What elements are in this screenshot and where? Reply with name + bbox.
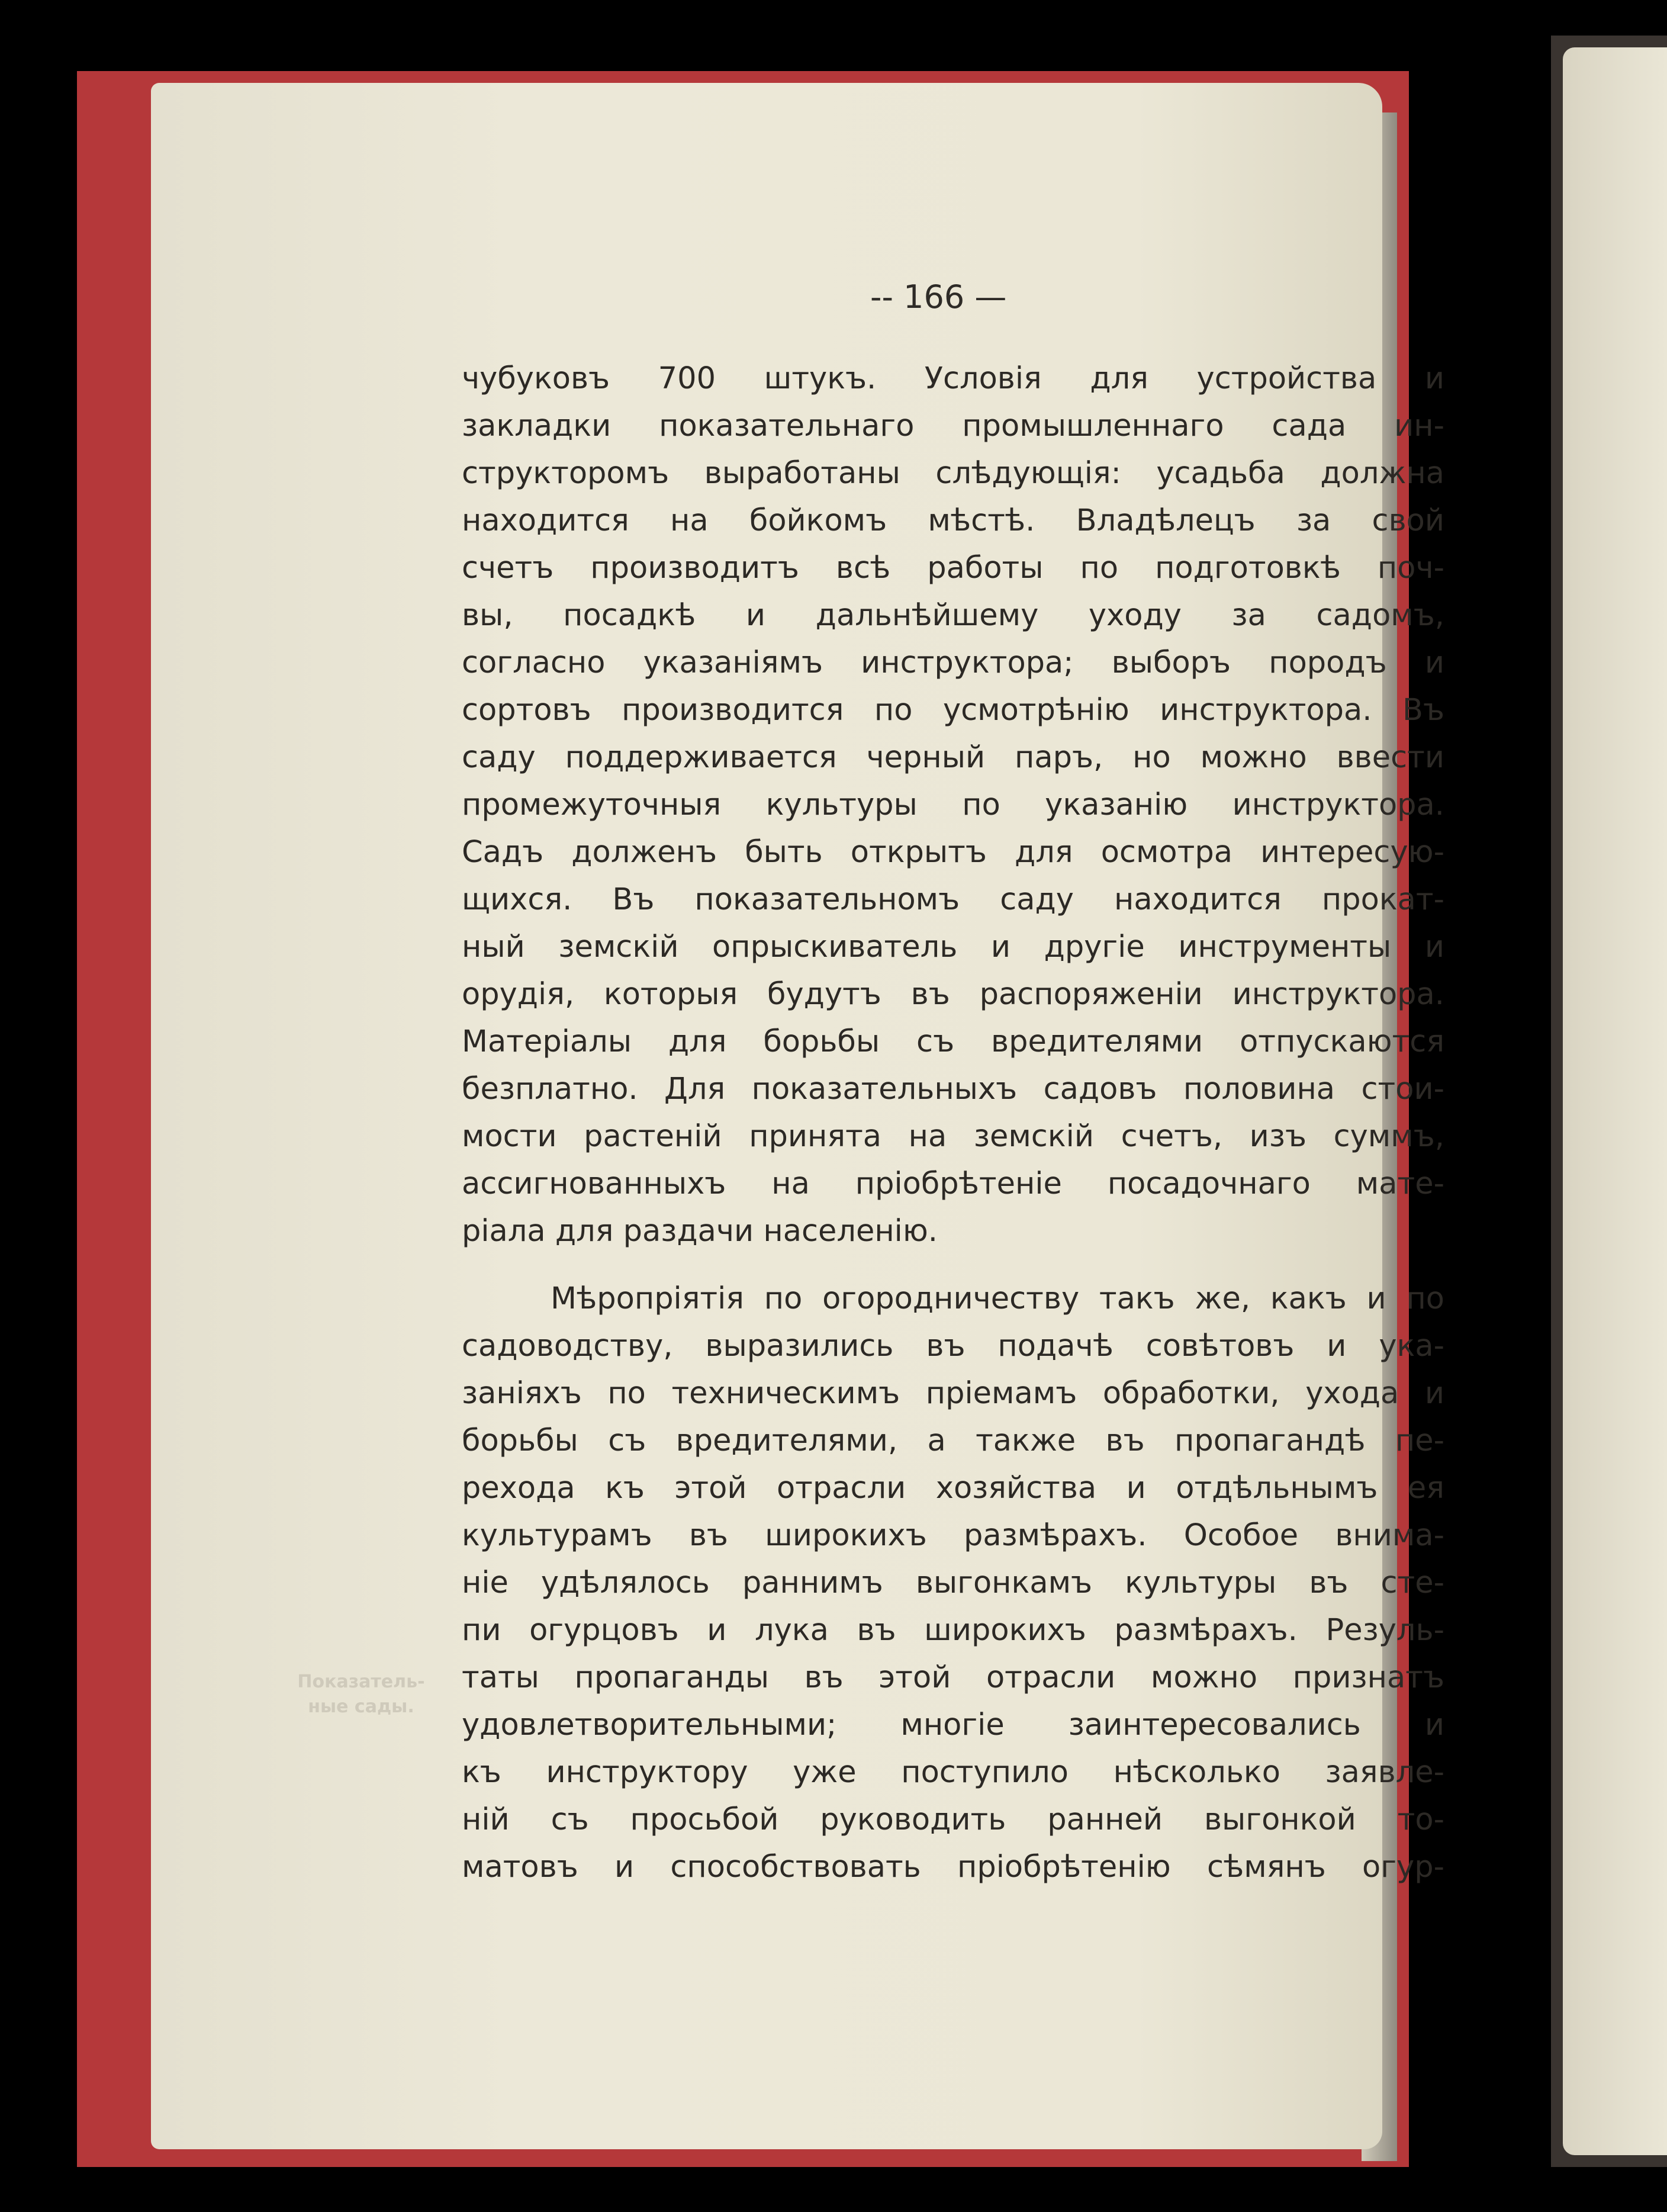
text-line: мости растеній принята на земскій счетъ, изъ суммъ, [462, 1119, 1444, 1154]
text-line: ній съ просьбой руководить ранней выгонкой то- [462, 1802, 1444, 1837]
text-line: удовлетворительными; многіе заинтересовались и [462, 1708, 1444, 1742]
text-line: щихся. Въ показательномъ саду находится прокат- [462, 882, 1444, 917]
text-line: счетъ производитъ всѣ работы по подготовкѣ поч- [462, 551, 1444, 586]
facing-page-edge [1563, 47, 1667, 2155]
text-line: матовъ и способствовать пріобрѣтенію сѣмянъ огур- [462, 1850, 1444, 1885]
text-line: структоромъ выработаны слѣдующія: усадьба должна [462, 456, 1444, 491]
text-line: саду поддерживается черный паръ, но можно ввести [462, 740, 1444, 775]
margin-note-line: Показатель- [297, 1671, 425, 1692]
text-line: закладки показательнаго промышленнаго сада ин- [462, 409, 1444, 443]
text-line: согласно указаніямъ инструктора; выборъ породъ и [462, 645, 1444, 680]
text-line: находится на бойкомъ мѣстѣ. Владѣлецъ за свой [462, 503, 1444, 538]
text-line: промежуточныя культуры по указанію инструктора. [462, 787, 1444, 822]
text-line: сортовъ производится по усмотрѣнію инструктора. Въ [462, 693, 1444, 728]
text-line: заніяхъ по техническимъ пріемамъ обработки, ухода и [462, 1376, 1444, 1411]
text-line: безплатно. Для показательныхъ садовъ половина стои- [462, 1072, 1444, 1107]
text-line: борьбы съ вредителями, а также въ пропагандѣ пе- [462, 1423, 1444, 1458]
paragraph [462, 355, 1444, 1255]
text-line: ніе удѣлялось раннимъ выгонкамъ культуры въ сте- [462, 1565, 1444, 1600]
margin-note-faded [278, 1670, 444, 1719]
text-line: Садъ долженъ быть открытъ для осмотра интересую- [462, 835, 1444, 870]
text-line: рехода къ этой отрасли хозяйства и отдѣльнымъ ея [462, 1471, 1444, 1506]
paragraph [462, 1275, 1444, 1891]
text-line: къ инструктору уже поступило нѣсколько заявле- [462, 1755, 1444, 1790]
paragraph-gap [462, 1255, 1444, 1275]
text-line: Матеріалы для борьбы съ вредителями отпускаются [462, 1024, 1444, 1059]
text-line: вы, посадкѣ и дальнѣйшему уходу за садомъ, [462, 598, 1444, 633]
text-line: орудія, которыя будутъ въ распоряженіи инструктора. [462, 977, 1444, 1012]
text-line: таты пропаганды въ этой отрасли можно признатъ [462, 1660, 1444, 1695]
text-line: культурамъ въ широкихъ размѣрахъ. Особое внима- [462, 1518, 1444, 1553]
text-line: Мѣропріятія по огородничеству такъ же, какъ и по [551, 1281, 1444, 1316]
text-line: ный земскій опрыскиватель и другіе инструменты и [462, 930, 1444, 964]
page-number: -- 166 — [870, 278, 1007, 316]
margin-note-line: ные сады. [308, 1696, 414, 1717]
text-line: садоводству, выразились въ подачѣ совѣтовъ и ука- [462, 1329, 1444, 1364]
text-line: ассигнованныхъ на пріобрѣтеніе посадочнаго мате- [462, 1166, 1444, 1201]
text-line: ріала для раздачи населенію. [462, 1214, 938, 1249]
text-line: пи огурцовъ и лука въ широкихъ размѣрахъ. Резуль- [462, 1613, 1444, 1648]
body-text [462, 355, 1444, 1891]
text-line: чубуковъ 700 штукъ. Условія для устройства и [462, 361, 1444, 396]
